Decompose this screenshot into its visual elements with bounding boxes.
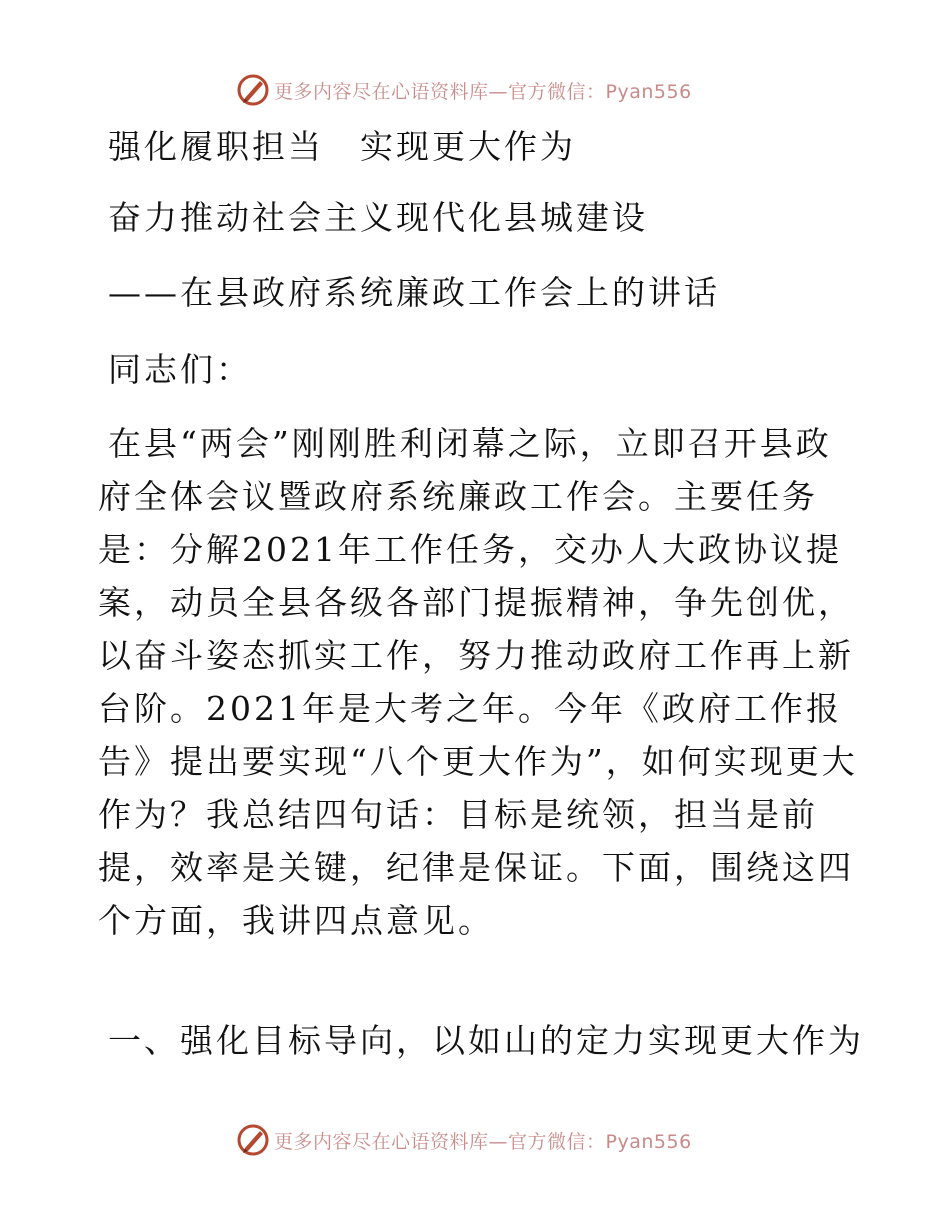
watermark-text: 更多内容尽在心语资料库—官方微信：Pyan556	[274, 80, 692, 103]
document-title-line-2: 奋力推动社会主义现代化县城建设	[108, 198, 648, 237]
pen-seal-logo-icon	[236, 1123, 270, 1157]
body-paragraph: 在县“两会”刚刚胜利闭幕之际，立即召开县政府全体会议暨政府系统廉政工作会。主要任务是：分解2021年工作任务，交办人大政协议提案，动员全县各级各部门提振精神，争先创优，以奋斗姿态抓实工作，努力推动政府工作再上新台阶。2021年是大考之年。今年《政府工作报告》提出要实现“八个更大作为”，如何实现更大作为？我总结四句话：目标是统领，担当是前提，效率是关键，纪律是保证。下面，围绕这四个方面，我讲四点意见。	[98, 424, 858, 940]
salutation: 同志们：	[108, 350, 252, 389]
section-heading: 一、强化目标导向，以如山的定力实现更大作为	[108, 1021, 864, 1060]
document-subtitle: ——在县政府系统廉政工作会上的讲话	[108, 273, 720, 312]
document-title-line-1: 强化履职担当 实现更大作为	[108, 127, 576, 166]
pen-seal-logo-icon	[236, 73, 270, 107]
watermark-header	[236, 70, 692, 110]
watermark-text: 更多内容尽在心语资料库—官方微信：Pyan556	[274, 1130, 692, 1153]
watermark-footer	[236, 1120, 692, 1160]
